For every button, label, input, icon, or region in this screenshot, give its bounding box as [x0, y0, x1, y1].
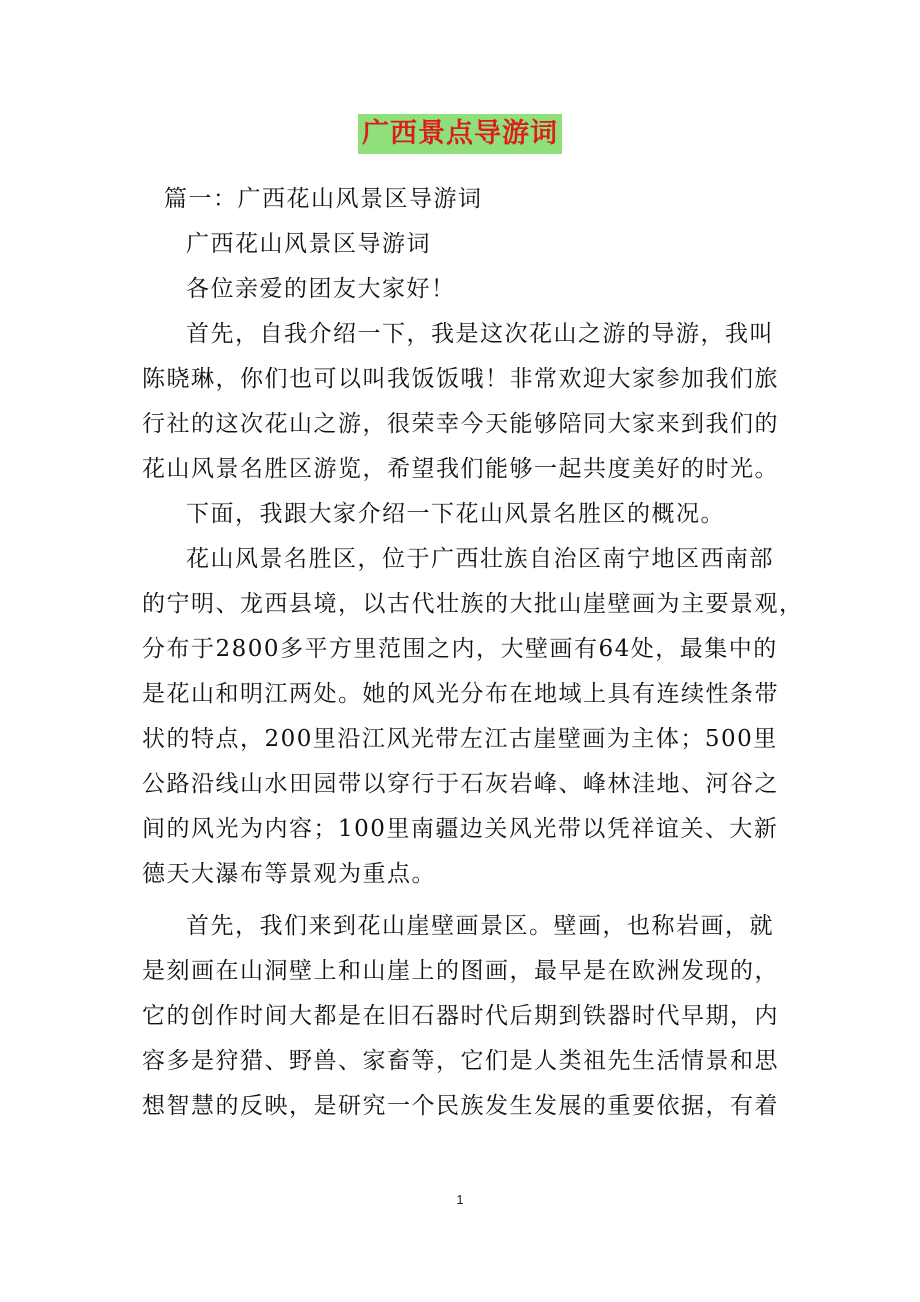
text-line: 分布于2800多平方里范围之内，大壁画有64处，最集中的 [142, 636, 778, 662]
text-line: 容多是狩猎、野兽、家畜等，它们是人类祖先生活情景和思 [142, 1048, 779, 1074]
text-line: 它的创作时间大都是在旧石器时代后期到铁器时代早期，内 [142, 1003, 779, 1029]
text-line: 德天大瀑布等景观为重点。 [142, 861, 436, 887]
text-line: 下面，我跟大家介绍一下花山风景名胜区的概况。 [186, 501, 725, 527]
document-title: 广西景点导游词 [358, 114, 562, 154]
text-line: 首先，我们来到花山崖壁画景区。壁画，也称岩画，就 [186, 913, 774, 939]
page-number: 1 [456, 1192, 464, 1207]
text-line: 公路沿线山水田园带以穿行于石灰岩峰、峰林洼地、河谷之 [142, 771, 779, 797]
text-line: 各位亲爱的团友大家好！ [186, 276, 456, 302]
text-line: 篇一：广西花山风景区导游词 [164, 186, 483, 212]
text-line: 的宁明、龙西县境，以古代壮族的大批山崖壁画为主要景观， [142, 591, 804, 617]
text-line: 想智慧的反映，是研究一个民族发生发展的重要依据，有着 [142, 1093, 779, 1119]
text-line: 广西花山风景区导游词 [186, 231, 431, 257]
text-line: 陈晓琳，你们也可以叫我饭饭哦！非常欢迎大家参加我们旅 [142, 366, 779, 392]
text-line: 状的特点，200里沿江风光带左江古崖壁画为主体；500里 [142, 726, 778, 752]
text-line: 行社的这次花山之游，很荣幸今天能够陪同大家来到我们的 [142, 411, 779, 437]
text-line: 是刻画在山洞壁上和山崖上的图画，最早是在欧洲发现的， [142, 958, 779, 984]
text-line: 首先，自我介绍一下，我是这次花山之游的导游，我叫 [186, 321, 774, 347]
text-line: 花山风景名胜区游览，希望我们能够一起共度美好的时光。 [142, 456, 779, 482]
text-line: 间的风光为内容；100里南疆边关风光带以凭祥谊关、大新 [142, 816, 779, 842]
title-container [0, 114, 920, 154]
text-line: 是花山和明江两处。她的风光分布在地域上具有连续性条带 [142, 681, 779, 707]
text-line: 花山风景名胜区，位于广西壮族自治区南宁地区西南部 [186, 546, 774, 572]
document-body [142, 177, 804, 1129]
